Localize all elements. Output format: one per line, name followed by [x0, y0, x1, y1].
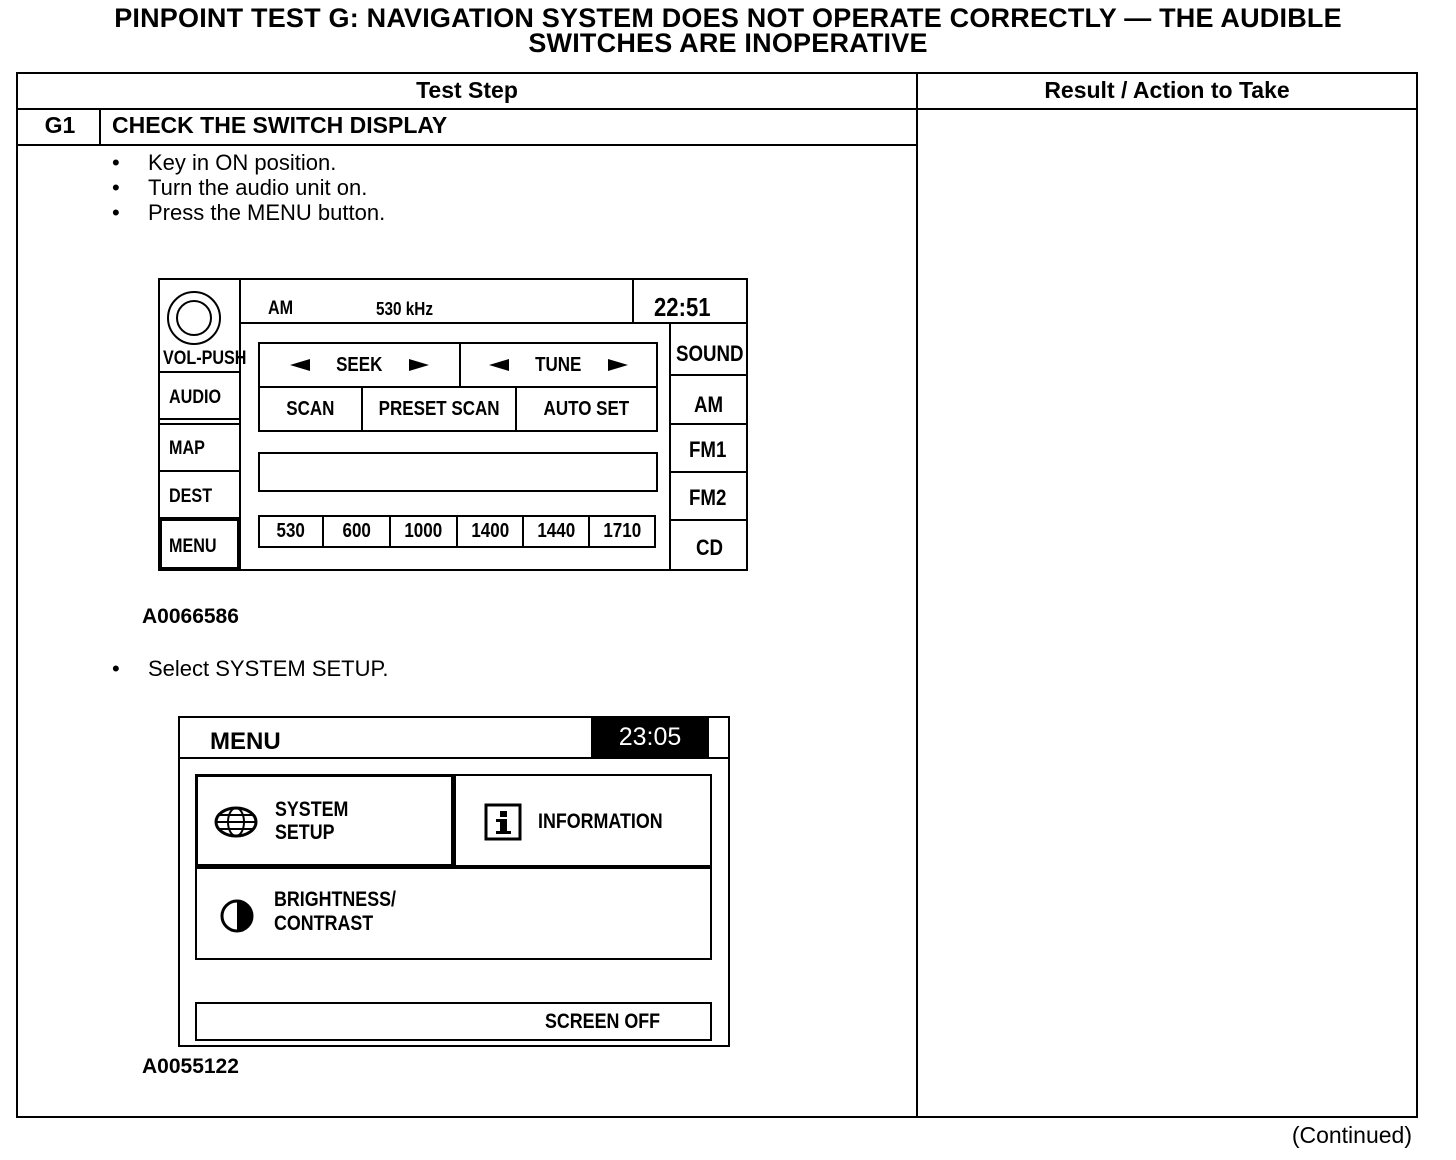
preset-label: 1710	[603, 520, 641, 542]
brightness-line2: CONTRAST	[274, 912, 374, 935]
bullet-item: • Key in ON position.	[108, 150, 385, 175]
divider	[632, 278, 634, 323]
page-title	[0, 3, 1456, 58]
continued-label: (Continued)	[1291, 1122, 1412, 1148]
step-title: CHECK THE SWITCH DISPLAY	[112, 112, 448, 138]
bullet-item: • Select SYSTEM SETUP.	[108, 656, 388, 681]
preset-button[interactable]	[588, 515, 656, 548]
band-label: AM	[268, 298, 294, 319]
figure-1-id: A0066586	[142, 605, 239, 628]
header-test-step: Test Step	[416, 77, 518, 103]
divider	[180, 757, 728, 759]
auto-set-label: AUTO SET	[543, 397, 630, 420]
step-title-divider	[16, 144, 917, 146]
bullet-item: • Press the MENU button.	[108, 200, 385, 225]
menu-screen-figure	[178, 716, 730, 1047]
audio-button[interactable]: AUDIO	[169, 387, 222, 408]
tune-up-icon[interactable]	[608, 359, 628, 371]
seek-control[interactable]	[258, 342, 461, 388]
preset-label: 1000	[404, 520, 443, 542]
divider	[669, 471, 748, 473]
preset-label: 1440	[537, 520, 575, 542]
divider	[669, 322, 671, 571]
fm2-button[interactable]: FM2	[689, 485, 727, 510]
preset-scan-label: PRESET SCAN	[378, 397, 500, 420]
divider	[158, 371, 241, 373]
preset-button[interactable]	[522, 515, 590, 548]
information-label: INFORMATION	[538, 810, 663, 833]
header-divider	[16, 108, 1418, 110]
header-result: Result / Action to Take	[1044, 77, 1290, 103]
divider	[669, 423, 748, 425]
seek-forward-icon[interactable]	[409, 359, 429, 371]
title-line-1: PINPOINT TEST G: NAVIGATION SYSTEM DOES NOT OPERATE CORRECTLY — THE AUDIBLE	[114, 3, 1342, 33]
step-id: G1	[44, 112, 76, 138]
globe-icon	[214, 806, 258, 838]
preset-button[interactable]	[322, 515, 391, 548]
menu-title: MENU	[210, 728, 281, 755]
tune-down-icon[interactable]	[489, 359, 509, 371]
screen-off-label: SCREEN OFF	[545, 1010, 661, 1033]
station-text-field	[258, 452, 658, 492]
preset-button[interactable]	[456, 515, 524, 548]
divider	[158, 470, 241, 472]
radio-screen-figure	[158, 278, 748, 571]
am-button[interactable]: AM	[694, 392, 724, 417]
seek-label: SEEK	[336, 353, 383, 376]
step-bullets-1	[108, 150, 385, 225]
auto-set-button[interactable]	[515, 386, 658, 432]
cd-button[interactable]: CD	[696, 535, 724, 560]
menu-button[interactable]: MENU	[169, 536, 217, 557]
system-setup-line2: SETUP	[275, 821, 335, 844]
menu-clock: 23:05	[591, 718, 709, 757]
divider	[669, 374, 748, 376]
frequency-label: 530 kHz	[376, 299, 433, 319]
brightness-line1: BRIGHTNESS/	[274, 888, 396, 911]
sound-button[interactable]: SOUND	[676, 341, 744, 366]
clock-label: 22:51	[654, 292, 711, 322]
divider	[669, 519, 748, 521]
preset-label: 1400	[471, 520, 509, 542]
tune-label: TUNE	[535, 353, 582, 376]
seek-back-icon[interactable]	[290, 359, 310, 371]
vol-push-label: VOL-PUSH	[163, 348, 247, 369]
preset-button[interactable]	[258, 515, 324, 548]
preset-button[interactable]	[389, 515, 458, 548]
preset-label: 530	[276, 520, 306, 542]
tune-control[interactable]	[459, 342, 658, 388]
figure-2-id: A0055122	[142, 1055, 239, 1078]
scan-label: SCAN	[286, 397, 335, 420]
system-setup-line1: SYSTEM	[275, 798, 349, 821]
preset-scan-button[interactable]	[361, 386, 517, 432]
title-line-2: SWITCHES ARE INOPERATIVE	[528, 28, 928, 58]
divider	[158, 423, 241, 425]
scan-button[interactable]	[258, 386, 363, 432]
fm1-button[interactable]: FM1	[689, 437, 727, 462]
step-bullets-2	[108, 656, 388, 681]
divider	[158, 418, 241, 420]
column-divider	[916, 72, 918, 1118]
map-button[interactable]: MAP	[169, 438, 205, 459]
preset-label: 600	[342, 520, 371, 542]
step-id-divider	[99, 108, 101, 145]
volume-knob-icon[interactable]	[164, 288, 224, 348]
brightness-contrast-icon	[219, 898, 255, 934]
brightness-contrast-button[interactable]	[195, 867, 712, 960]
bullet-item: • Turn the audio unit on.	[108, 175, 385, 200]
info-icon	[484, 803, 522, 841]
dest-button[interactable]: DEST	[169, 486, 213, 507]
